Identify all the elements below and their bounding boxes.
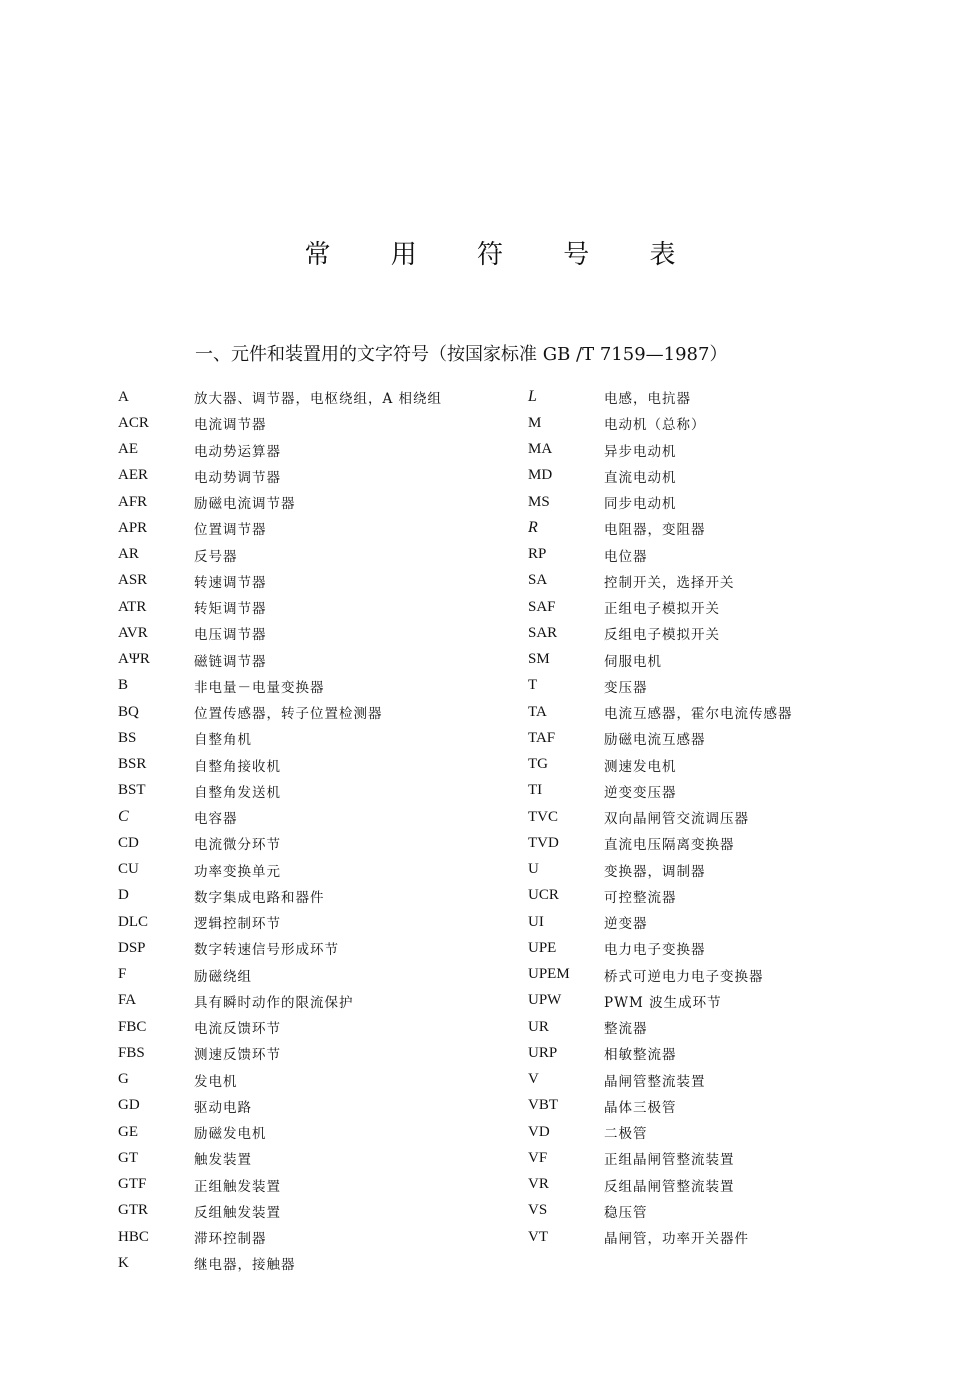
symbol-code: T	[528, 677, 538, 694]
symbol-code: TI	[528, 782, 543, 799]
symbol-row	[118, 988, 518, 1014]
symbol-description: 逆变器	[604, 916, 648, 933]
page-title: 常 用 符 号 表	[304, 240, 702, 270]
symbol-code: MD	[528, 467, 553, 484]
symbol-code: AE	[118, 441, 138, 458]
symbol-row	[528, 1198, 948, 1224]
symbol-description: 晶闸管，功率开关器件	[604, 1231, 749, 1248]
symbol-description: 正组触发装置	[194, 1178, 281, 1195]
symbol-description: 测速发电机	[604, 758, 677, 775]
symbol-description: 反号器	[194, 548, 238, 565]
symbol-description: 继电器，接触器	[194, 1257, 296, 1274]
symbol-code: GTF	[118, 1176, 147, 1193]
symbol-description: 电流调节器	[194, 417, 267, 434]
symbol-code: AVR	[118, 624, 148, 641]
symbol-code: TAF	[528, 729, 556, 746]
symbol-code: D	[118, 887, 129, 904]
symbol-description: 测速反馈环节	[194, 1047, 281, 1064]
symbol-code: GTR	[118, 1202, 148, 1219]
symbol-description: 稳压管	[604, 1204, 648, 1221]
symbol-description: 整流器	[604, 1021, 648, 1038]
symbol-row	[528, 1119, 948, 1145]
symbol-description: 二极管	[604, 1126, 648, 1143]
symbol-code: UR	[528, 1018, 549, 1035]
symbol-description: 自整角发送机	[194, 784, 281, 801]
symbol-description: 电位器	[604, 548, 648, 565]
symbol-code: U	[528, 861, 539, 878]
symbol-row	[528, 935, 948, 961]
symbol-row	[528, 1093, 948, 1119]
symbol-row	[118, 1172, 518, 1198]
symbol-row	[118, 620, 518, 646]
symbol-row	[118, 1250, 518, 1276]
symbol-row	[528, 489, 948, 515]
symbol-code: SAF	[528, 598, 556, 615]
symbol-description: 位置调节器	[194, 522, 267, 539]
symbol-code: VF	[528, 1149, 548, 1166]
symbol-row	[528, 857, 948, 883]
symbol-code: F	[118, 966, 127, 983]
symbol-description: 正组电子模拟开关	[604, 601, 720, 618]
symbol-row	[528, 542, 948, 568]
symbol-code: DLC	[118, 913, 148, 930]
symbol-description: 具有瞬时动作的限流保护	[194, 994, 354, 1011]
symbol-code: HBC	[118, 1228, 149, 1245]
symbol-code: BST	[118, 782, 146, 799]
symbol-description: 励磁发电机	[194, 1126, 267, 1143]
symbol-code: MS	[528, 493, 550, 510]
symbol-list-right	[528, 384, 948, 1250]
symbol-row	[118, 1067, 518, 1093]
symbol-code: ASR	[118, 572, 148, 589]
symbol-code: AR	[118, 546, 139, 563]
symbol-row	[528, 1224, 948, 1250]
symbol-description: 反组触发装置	[194, 1204, 281, 1221]
symbol-description: 伺服电机	[604, 653, 662, 670]
symbol-description: 电感，电抗器	[604, 391, 691, 408]
symbol-description: 晶闸管整流装置	[604, 1073, 706, 1090]
symbol-description: 双向晶闸管交流调压器	[604, 811, 749, 828]
symbol-row	[528, 804, 948, 830]
symbol-list-left	[118, 384, 518, 1277]
symbol-description: 直流电动机	[604, 469, 677, 486]
symbol-description: 异步电动机	[604, 443, 677, 460]
symbol-row	[528, 568, 948, 594]
symbol-description: 滞环控制器	[194, 1231, 267, 1248]
symbol-description: 控制开关，选择开关	[604, 574, 735, 591]
symbol-row	[528, 1172, 948, 1198]
symbol-code: FBC	[118, 1018, 147, 1035]
symbol-row	[118, 752, 518, 778]
symbol-description: 电动机（总称）	[604, 417, 706, 434]
symbol-row	[118, 410, 518, 436]
symbol-code: VD	[528, 1123, 550, 1140]
symbol-row	[118, 437, 518, 463]
symbol-code: AFR	[118, 493, 148, 510]
symbol-description: 功率变换单元	[194, 863, 281, 880]
symbol-description: 电压调节器	[194, 627, 267, 644]
symbol-code: CU	[118, 861, 139, 878]
symbol-row	[528, 883, 948, 909]
symbol-code: UI	[528, 913, 544, 930]
symbol-row	[118, 962, 518, 988]
symbol-code: BSR	[118, 756, 147, 773]
symbol-description: 变压器	[604, 679, 648, 696]
symbol-code: CD	[118, 834, 139, 851]
symbol-row	[118, 594, 518, 620]
symbol-row	[528, 778, 948, 804]
symbol-row	[118, 1224, 518, 1250]
symbol-row	[118, 725, 518, 751]
symbol-code: UPEM	[528, 966, 570, 983]
symbol-description: 励磁电流互感器	[604, 732, 706, 749]
symbol-row	[118, 1014, 518, 1040]
symbol-description: 数字转速信号形成环节	[194, 942, 339, 959]
symbol-code: BQ	[118, 703, 139, 720]
symbol-code: ATR	[118, 598, 147, 615]
symbol-row	[528, 830, 948, 856]
symbol-row	[528, 1040, 948, 1066]
symbol-description: 直流电压隔离变换器	[604, 837, 735, 854]
symbol-code: L	[528, 388, 537, 406]
symbol-description: 转速调节器	[194, 574, 267, 591]
symbol-description: 晶体三极管	[604, 1099, 677, 1116]
symbol-row	[528, 647, 948, 673]
symbol-code: TG	[528, 756, 548, 773]
symbol-row	[118, 647, 518, 673]
symbol-row	[528, 752, 948, 778]
symbol-description: 反组电子模拟开关	[604, 627, 720, 644]
symbol-row	[118, 463, 518, 489]
symbol-row	[118, 1198, 518, 1224]
symbol-code: SA	[528, 572, 548, 589]
symbol-row	[528, 725, 948, 751]
symbol-row	[118, 1119, 518, 1145]
symbol-code: DSP	[118, 939, 146, 956]
symbol-code: APR	[118, 519, 148, 536]
symbol-description: 逆变变压器	[604, 784, 677, 801]
symbol-code: AΨR	[118, 651, 150, 668]
symbol-code: GT	[118, 1149, 138, 1166]
symbol-row	[118, 883, 518, 909]
symbol-description: 位置传感器，转子位置检测器	[194, 706, 383, 723]
symbol-code: A	[118, 388, 129, 405]
symbol-row	[118, 699, 518, 725]
symbol-code: M	[528, 414, 542, 431]
symbol-row	[118, 935, 518, 961]
symbol-description: 变换器，调制器	[604, 863, 706, 880]
section-heading: 一、元件和装置用的文字符号（按国家标准 GB /T 7159—1987）	[195, 344, 728, 365]
symbol-description: PWM 波生成环节	[604, 994, 722, 1011]
symbol-code: VR	[528, 1176, 549, 1193]
symbol-row	[118, 515, 518, 541]
symbol-row	[528, 909, 948, 935]
symbol-row	[118, 568, 518, 594]
symbol-description: 电动势运算器	[194, 443, 281, 460]
symbol-description: 电流反馈环节	[194, 1021, 281, 1038]
symbol-row	[528, 962, 948, 988]
symbol-code: GE	[118, 1123, 138, 1140]
symbol-code: UCR	[528, 887, 559, 904]
symbol-row	[528, 410, 948, 436]
symbol-description: 相敏整流器	[604, 1047, 677, 1064]
symbol-row	[528, 699, 948, 725]
symbol-description: 自整角接收机	[194, 758, 281, 775]
symbol-code: SAR	[528, 624, 558, 641]
symbol-description: 发电机	[194, 1073, 238, 1090]
symbol-code: ACR	[118, 414, 149, 431]
symbol-code: UPE	[528, 939, 557, 956]
symbol-description: 可控整流器	[604, 889, 677, 906]
symbol-row	[118, 857, 518, 883]
symbol-description: 数字集成电路和器件	[194, 889, 325, 906]
symbol-description: 逻辑控制环节	[194, 916, 281, 933]
symbol-row	[118, 1093, 518, 1119]
symbol-code: RP	[528, 546, 547, 563]
symbol-code: VBT	[528, 1097, 558, 1114]
symbol-description: 驱动电路	[194, 1099, 252, 1116]
symbol-description: 触发装置	[194, 1152, 252, 1169]
symbol-row	[528, 1014, 948, 1040]
symbol-description: 电容器	[194, 811, 238, 828]
symbol-description: 电流互感器，霍尔电流传感器	[604, 706, 793, 723]
symbol-description: 自整角机	[194, 732, 252, 749]
symbol-code: VT	[528, 1228, 548, 1245]
symbol-description: 正组晶闸管整流装置	[604, 1152, 735, 1169]
symbol-row	[118, 1040, 518, 1066]
symbol-description: 电动势调节器	[194, 469, 281, 486]
symbol-row	[118, 384, 518, 410]
symbol-code: TVC	[528, 808, 558, 825]
symbol-code: R	[528, 519, 538, 537]
symbol-code: C	[118, 808, 129, 826]
symbol-code: MA	[528, 441, 553, 458]
symbol-code: SM	[528, 651, 550, 668]
symbol-description: 励磁电流调节器	[194, 496, 296, 513]
symbol-row	[528, 463, 948, 489]
symbol-row	[118, 542, 518, 568]
symbol-description: 电阻器，变阻器	[604, 522, 706, 539]
symbol-code: TA	[528, 703, 547, 720]
symbol-row	[118, 673, 518, 699]
symbol-code: FBS	[118, 1044, 145, 1061]
symbol-row	[528, 1067, 948, 1093]
symbol-code: B	[118, 677, 129, 694]
symbol-row	[118, 830, 518, 856]
symbol-description: 转矩调节器	[194, 601, 267, 618]
symbol-row	[528, 437, 948, 463]
symbol-row	[528, 988, 948, 1014]
symbol-code: K	[118, 1254, 129, 1271]
symbol-row	[118, 1145, 518, 1171]
symbol-row	[528, 620, 948, 646]
symbol-row	[118, 804, 518, 830]
symbol-row	[118, 489, 518, 515]
symbol-code: VS	[528, 1202, 548, 1219]
symbol-row	[528, 594, 948, 620]
symbol-description: 放大器、调节器，电枢绕组，A 相绕组	[194, 391, 443, 408]
symbol-code: GD	[118, 1097, 140, 1114]
symbol-code: BS	[118, 729, 137, 746]
symbol-description: 非电量－电量变换器	[194, 679, 325, 696]
symbol-description: 励磁绕组	[194, 968, 252, 985]
symbol-row	[528, 673, 948, 699]
symbol-code: AER	[118, 467, 148, 484]
symbol-row	[118, 909, 518, 935]
symbol-code: FA	[118, 992, 137, 1009]
symbol-code: TVD	[528, 834, 559, 851]
symbol-description: 同步电动机	[604, 496, 677, 513]
symbol-code: G	[118, 1071, 129, 1088]
symbol-row	[528, 1145, 948, 1171]
symbol-row	[528, 384, 948, 410]
symbol-code: V	[528, 1071, 539, 1088]
symbol-code: URP	[528, 1044, 558, 1061]
symbol-description: 反组晶闸管整流装置	[604, 1178, 735, 1195]
symbol-description: 磁链调节器	[194, 653, 267, 670]
symbol-description: 电力电子变换器	[604, 942, 706, 959]
symbol-description: 电流微分环节	[194, 837, 281, 854]
symbol-row	[528, 515, 948, 541]
symbol-description: 桥式可逆电力电子变换器	[604, 968, 764, 985]
symbol-code: UPW	[528, 992, 562, 1009]
symbol-row	[118, 778, 518, 804]
